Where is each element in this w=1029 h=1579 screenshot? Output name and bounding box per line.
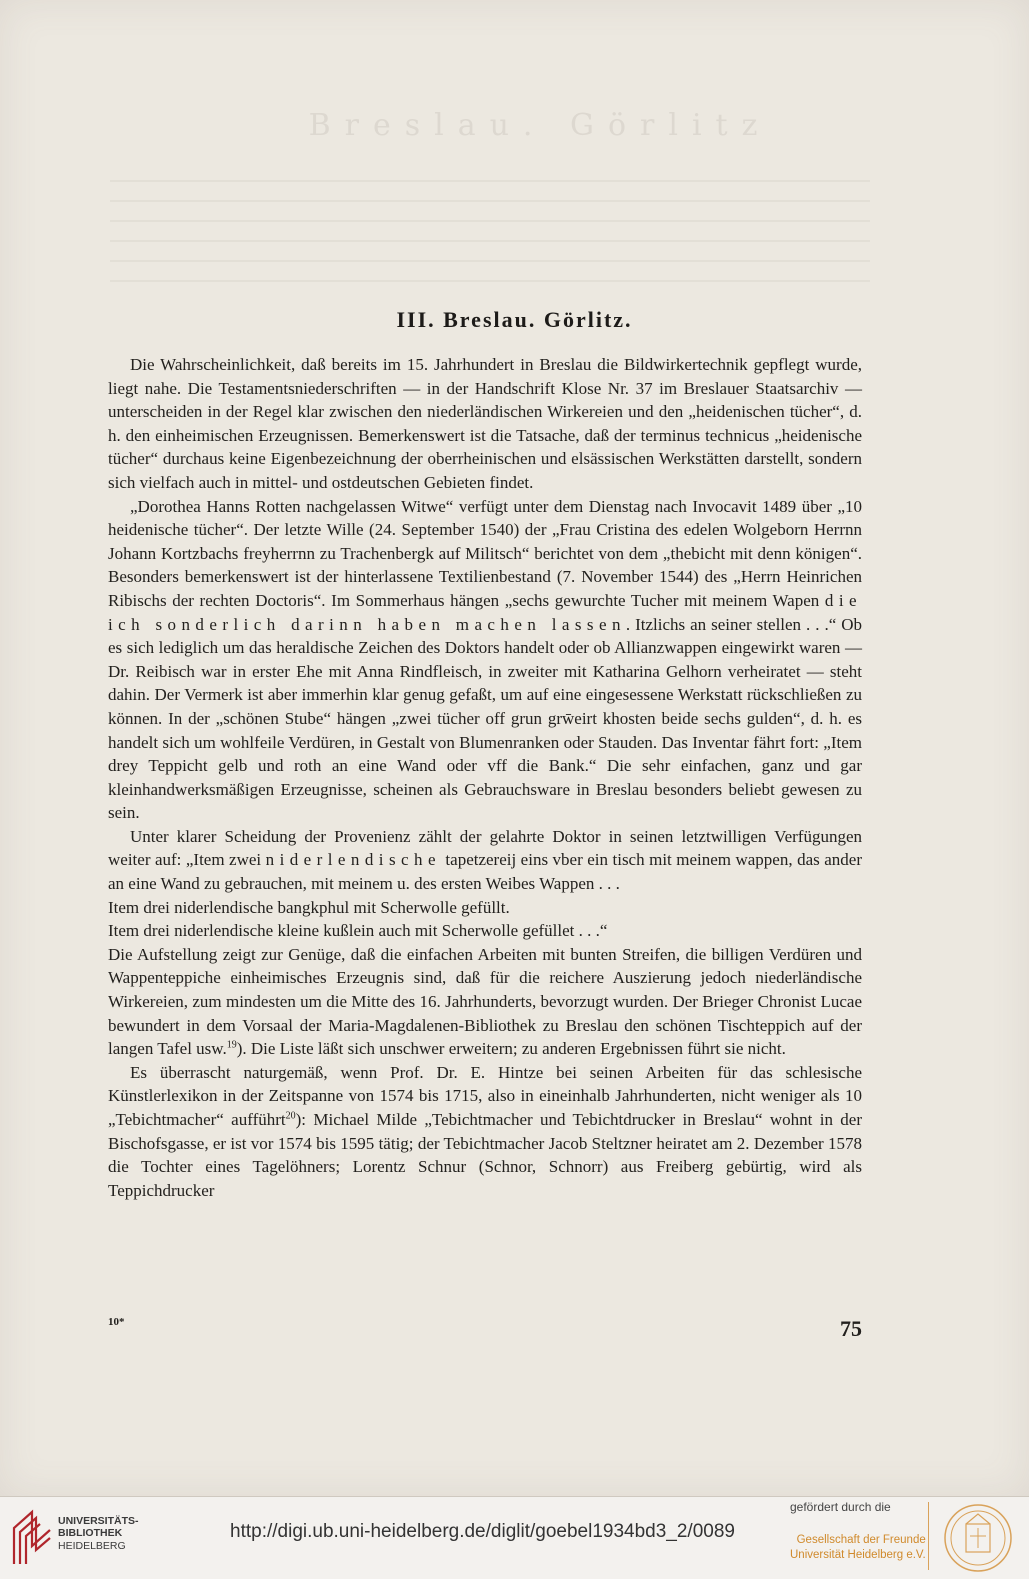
text-run: . Itzlichs an seiner stellen . . .“ Ob es sich lediglich um das heraldische Zeichen des Doktors handelt oder ob Allianzwappen eingewirkt waren — Dr. Reibisch war in erster Ehe mit Anna Rindfleisch, in zweiter mit Katharina Gelhorn verheiratet — steht dahin. Der Vermerk ist aber immerhin klar genug gefaßt, um auf eine eingesessene Werkstatt rückschließen zu können. In der „schönen Stube“ hängen „zwei tücher off grun grw̄eirt khosten beide sechs gulden“, d. h. es handelt sich um wohlfeile Verdüren, in Gestalt von Blumenranken oder Stauden. Das Inventar fährt fort: „Item drey Teppicht gelb und roth an eine Wand oder vff die Bank.“ Die sehr einfachen, ganz und gar kleinhandwerksmäßigen Erzeugnisse, scheinen als Gebrauchsware in Breslau besonders beliebt gewesen zu sein. xyxy=(108,614,862,823)
text-run: Item drei niderlendische bangkphul mit Scherwolle gefüllt. xyxy=(108,897,510,917)
library-name-line2: BIBLIOTHEK xyxy=(58,1527,123,1540)
friends-society-line1: Gesellschaft der Freunde xyxy=(796,1534,926,1546)
library-name-line1: UNIVERSITÄTS- xyxy=(58,1515,139,1527)
paragraph xyxy=(108,919,862,943)
signature-mark: 10* xyxy=(108,1316,125,1328)
text-run: Die Aufstellung zeigt zur Genüge, daß die einfachen Arbeiten mit bunten Streifen, die billigen Verdüren und Wappenteppiche einheimisches Erzeugnis sind, daß für die reichere Auszierung jedoch niederländische Wirkereien, zum mindesten um die Mitte des 16. Jahrhunderts, bevorzugt wurden. Der Brieger Chronist Lucae bewundert in dem Vorsaal der Maria-Magdalenen-Bibliothek zu Breslau den schönen Tischteppich auf der langen Tafel usw. xyxy=(108,944,862,1059)
bleed-through-lines xyxy=(110,180,870,300)
text-run: ): Michael Milde „Tebichtmacher und Tebichtdrucker in Breslau“ wohnt in der Bischofsgasse, er ist vor 1574 bis 1595 tätig; der Tebichtmacher Jacob Steltzner heiratet am 2. Dezember 1578 die Tochter eines Tagelöhners; Lorentz Schnur (Schnor, Schnorr) aus Freiberg gebürtig, wird als Teppichdrucker xyxy=(108,1110,862,1200)
spaced-emphasis: die ich sonderlich darinn haben machen lassen xyxy=(108,590,862,634)
permalink-url[interactable]: http://digi.ub.uni-heidelberg.de/diglit/goebel1934bd3_2/0089 xyxy=(230,1521,735,1542)
friends-society-name xyxy=(790,1533,926,1563)
paragraph xyxy=(108,943,862,1061)
footnote-ref: 20 xyxy=(285,1110,296,1122)
paragraph xyxy=(108,1061,862,1203)
funded-by-label: gefördert durch die xyxy=(790,1500,891,1514)
paragraph xyxy=(108,353,862,495)
library-name xyxy=(58,1515,139,1552)
friends-society-line2: Universität Heidelberg e.V. xyxy=(790,1549,926,1561)
paragraph xyxy=(108,495,862,825)
text-run: Die Wahrscheinlichkeit, daß bereits im 15. Jahrhundert in Breslau die Bildwirkertechnik gepflegt wurde, liegt nahe. Die Testamentsniederschriften — in der Handschrift Klose Nr. 37 im Breslauer Staatsarchiv — unterscheiden in der Regel klar zwischen den niederländischen Wirkereien und den „heidenischen tücher“, d. h. den einheimischen Erzeugnissen. Bemerkenswert ist die Tatsache, daß der terminus technicus „heidenische tücher“ durchaus keine Eigenbezeichnung der oberrheinischen und elsässischen Werkstätten darstellt, sondern sich vielfach auch in mittel- und ostdeutschen Gebieten findet. xyxy=(108,355,862,492)
text-run: „Dorothea Hanns Rotten nachgelassen Witwe“ verfügt unter dem Dienstag nach Invocavit 1489 über „10 heidenische tücher“. Der letzte Wille (24. September 1540) der „Frau Cristina des edelen Wolgeborn Herrnn Johann Kortzbachs freyherrnn zu Trachenbergk auf Militsch“ berichtet von dem „thebicht mit denn königen“. Besonders bemerkenswert ist der hinterlassene Textilienbestand (7. November 1544) des „Herrn Heinrichen Ribischs der rechten Doctoris“. Im Sommerhaus hängen „sechs gewurchte Tucher mit meinem Wapen xyxy=(108,496,862,610)
paragraph xyxy=(108,896,862,920)
university-library-logo-icon xyxy=(10,1506,54,1566)
body-text xyxy=(108,353,862,1202)
text-run: ). Die Liste läßt sich unschwer erweitern; zu anderen Ergebnissen führt sie nicht. xyxy=(236,1039,786,1059)
bleed-through-text: Breslau. Görlitz xyxy=(308,108,772,143)
text-run: Item drei niderlendische kleine kußlein auch mit Scherwolle gefüllet . . .“ xyxy=(108,921,608,941)
paragraph xyxy=(108,825,862,896)
chapter-heading: III. Breslau. Görlitz. xyxy=(396,307,633,332)
library-name-line3: HEIDELBERG xyxy=(58,1539,126,1552)
footnote-ref: 19 xyxy=(226,1039,237,1051)
footer-divider xyxy=(928,1502,929,1570)
page-number: 75 xyxy=(840,1316,862,1341)
text-run: Unter klarer Scheidung der Provenienz zählt der gelahrte Doktor in seinen letztwilligen Verfügungen weiter auf: „Item zwei xyxy=(108,826,862,870)
university-seal-icon xyxy=(940,1502,1016,1574)
spaced-emphasis: niderlendische xyxy=(265,850,441,870)
text-run: Es überrascht naturgemäß, wenn Prof. Dr. E. Hintze bei seinen Arbeiten für das schlesische Künstlerlexikon in der Zeitspanne von 1574 bis 1715, also in eineinhalb Jahrhunderten, nicht weniger als 10 „Tebichtmacher“ aufführt xyxy=(108,1062,862,1129)
text-run: tapetzereij eins vber ein tisch mit meinem wappen, das ander an eine Wand zu gebrauchen, mit meinem u. des ersten Weibes Wappen . . . xyxy=(108,850,862,894)
